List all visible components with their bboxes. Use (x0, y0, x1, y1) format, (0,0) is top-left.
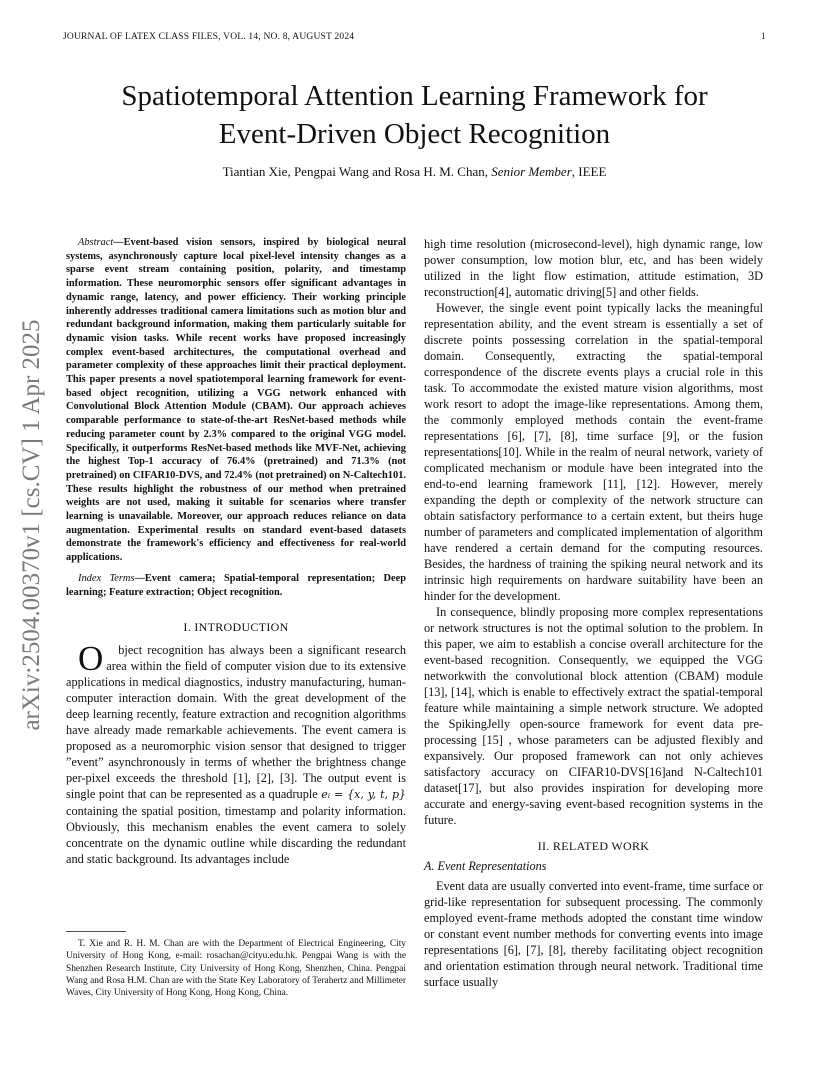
arxiv-stamp (20, 290, 44, 760)
index-terms-text: —Event camera; Spatial-temporal representation; Deep learning; Feature extraction; Object recognition. (66, 572, 406, 598)
abstract-text: —Event-based vision sensors, inspired by biological neural systems, asynchronously capture local pixel-level intensity changes as a sparse event stream containing position, polarity, and timestamp information. These neuromorphic sensors offer significant advantages in dynamic range, latency, and power efficiency. Their working principle inherently addresses traditional camera limitations such as motion blur and redundant background information, making them particularly suitable for dynamic vision tasks. While recent works have proposed increasingly complex event-based architectures, the computational overhead and parameter complexity of these approaches limit their practical deployment. This paper presents a novel spatiotemporal learning framework for event-based object recognition, utilizing a VGG network enhanced with Convolutional Block Attention Module (CBAM). Our approach achieves comparable performance to state-of-the-art ResNet-based methods while reducing parameter count by 2.3% compared to the original VGG model. Specifically, it outperforms ResNet-based methods like MVF-Net, achieving the highest Top-1 accuracy of 76.4% (pretrained) and 71.3% (not pretrained) on CIFAR10-DVS, and 72.4% (not pretrained) on N-Caltech101. These results highlight the robustness of our method when pretrained weights are not used, making it suitable for scenarios where transfer learning is unavailable. Moreover, our approach reduces reliance on data augmentation. Experimental results on standard event-based datasets demonstrate the framework's efficiency and effectiveness for real-world applications. (66, 237, 406, 564)
section-heading-related-work: II. RELATED WORK (537, 839, 650, 853)
intro-paragraph-2: However, the single event point typically lacks the meaningful representation ability, and the event stream is essentially a set of discrete points possessing correlation in the spatial-temporal domain. Consequently, extracting the spatial-temporal correspondence of the discrete events plays a crucial role in this task. To accommodate the existed mature vision algorithms, most work resort to adopt the image-like representations. Among them, the commonly employed methods contain the event-frame representations [6], [7], [8], time surface [9], or the fusion representations[10]. While in the realm of neural network, variety of complicated mechanism or module have been integrated into the end-to-end learning framework [11], [12]. However, merely expanding the depth or complexity of the network structure can obtain satisfactory performance to a certain extent, but theirs huge number of parameters and complicated implementation of algorithm have rendered a certain demand for the computing resources. Besides, the hardness of training the spiking neural network and its intrinsic high requirements on hardware suitability have been an hinder for the development. (424, 301, 763, 603)
paper-title-line-1: Spatiotemporal Attention Learning Framework for (121, 80, 708, 112)
author-affiliation: , IEEE (571, 164, 607, 179)
index-terms-label: Index Terms (78, 572, 135, 584)
title-block (63, 77, 766, 180)
running-head (63, 32, 766, 42)
intro-paragraph-1-text-b: containing the spatial position, timestamp and polarity information. Obviously, this mechanism enables the event camera to solely concentrate on the dynamic outline while discarding the redundant and static background. Its advantages include (66, 804, 406, 867)
intro-paragraph-1-continued: high time resolution (microsecond-level), high dynamic range, low power consumption, low motion blur, etc, and has been widely utilized in the light flow estimation, attitude estimation, 3D reconstruction[4], automatic driving[5] and other fields. (424, 237, 763, 299)
author-names: Tiantian Xie, Pengpai Wang and Rosa H. M. Chan, (222, 164, 488, 179)
page-number: 1 (761, 32, 766, 42)
intro-paragraph-3: In consequence, blindly proposing more complex representations or network structures is not the optimal solution to the problem. In this paper, we aim to establish a concise overall architecture for the event-based recognition. Consequently, we equipped the VGG networkwith the convolutional block attention (CBAM) module [13], [14], which is enable to effectively extract the spatial-temporal feature while maintaining a simple network structure. We adopted the SpikingJelly open-source framework for event data pre-processing [15] , whose parameters can be adjusted flexibly and expansively. Our proposed framework can not only achieves satisfactory accuracy on CIFAR10-DVS[16]and N-Caltech101 dataset[17], but also provides inspiration for developing more accurate and energy-saving event-based recognition systems in the future. (424, 605, 763, 827)
arxiv-identifier: arXiv:2504.00370v1 [cs.CV] 1 Apr 2025 (18, 319, 45, 731)
intro-paragraph-1 (66, 639, 406, 867)
right-column (424, 236, 763, 990)
section-heading-introduction: I. INTRODUCTION (183, 620, 289, 635)
abstract (66, 236, 406, 565)
journal-header: JOURNAL OF LATEX CLASS FILES, VOL. 14, NO. 8, AUGUST 2024 (63, 32, 355, 42)
author-footnote: T. Xie and R. H. M. Chan are with the Department of Electrical Engineering, City University of Hong Kong, e-mail: rosachan@cityu.edu.hk. Pengpai Wang is with the Shenzhen Research Institute, City University of Hong Kong, Shenzhen, China. Pengpai Wang and Rosa H.M. Chan are with the State Key Laboratory of Terahertz and Millimeter Waves, City University of Hong Kong, Hong Kong, China. (66, 939, 406, 999)
author-membership: Senior Member (491, 164, 572, 179)
intro-paragraph-1-text-a: bject recognition has always been a significant research area within the field of computer vision due to its extensive applications in medical diagnostics, industry manufacturing, human-computer interaction domain. With the great development of the deep learning recently, feature extraction and recognition algorithms have already made remarkable achievements. The event camera is proposed as a neuromorphic vision sensor that designed to trigger ”event” asynchronously in terms of whether the brightness change per-pixel exceeds the threshold [1], [2], [3]. The output event is single point that can be represented as a quadruple (66, 643, 406, 802)
related-paragraph-1: Event data are usually converted into event-frame, time surface or grid-like representation for subsequent processing. The commonly employed event-frame methods adopted the constant time window or constant event number methods for converting events into image representations [6], [7], [8], thereby facilitating object recognition and orientation estimation through neural network. Traditional time surface usually (424, 879, 763, 989)
paper-title-line-2: Event-Driven Object Recognition (218, 118, 611, 150)
footnote-divider (66, 931, 126, 932)
event-quadruple-formula: eᵢ = {x, y, t, p} (321, 788, 406, 802)
subsection-heading-event-representations: A. Event Representations (424, 859, 547, 873)
abstract-label: Abstract (78, 237, 114, 248)
index-terms (66, 572, 406, 599)
drop-cap: O (78, 639, 104, 679)
author-line (63, 164, 766, 180)
left-column (66, 236, 406, 867)
